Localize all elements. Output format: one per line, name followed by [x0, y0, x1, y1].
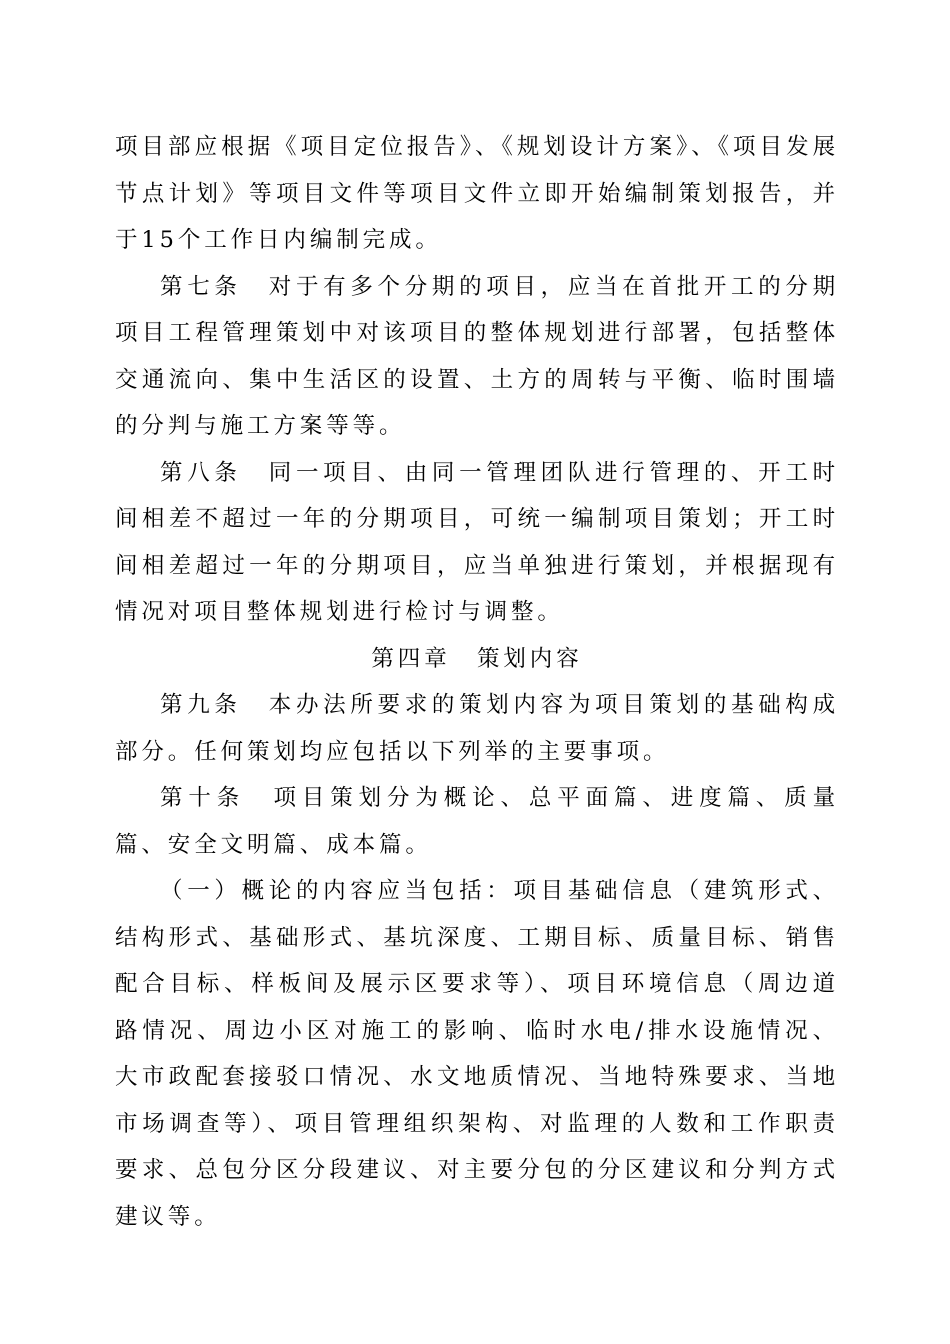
chapter-4-heading: 第四章 策划内容	[371, 645, 583, 672]
article-8-paragraph: 第八条 同一项目、由同一管理团队进行管理的、开工时间相差不超过一年的分期项目，可统一编制项目策划；开工时间相差超过一年的分期项目，应当单独进行策划，并根据现有情况对项目整体规划进行检讨与调整。	[115, 459, 839, 625]
article-7-paragraph: 第七条 对于有多个分期的项目，应当在首批开工的分期项目工程管理策划中对该项目的整体规划进行部署，包括整体交通流向、集中生活区的设置、土方的周转与平衡、临时围墙的分判与施工方案等等。	[115, 273, 839, 439]
article-9-paragraph: 第九条 本办法所要求的策划内容为项目策划的基础构成部分。任何策划均应包括以下列举的主要事项。	[115, 692, 839, 765]
document-body	[115, 124, 839, 1240]
section-1-overview-paragraph: （一）概论的内容应当包括：项目基础信息（建筑形式、结构形式、基础形式、基坑深度、工期目标、质量目标、销售配合目标、样板间及展示区要求等）、项目环境信息（周边道路情况、周边小区对施工的影响、临时水电/排水设施情况、大市政配套接驳口情况、水文地质情况、当地特殊要求、当地市场调查等）、项目管理组织架构、对监理的人数和工作职责要求、总包分区分段建议、对主要分包的分区建议和分判方式建议等。	[115, 878, 839, 1230]
article-10-paragraph: 第十条 项目策划分为概论、总平面篇、进度篇、质量篇、安全文明篇、成本篇。	[115, 785, 839, 858]
paragraph-continuation: 项目部应根据《项目定位报告》、《规划设计方案》、《项目发展节点计划》等项目文件等项目文件立即开始编制策划报告，并于15个工作日内编制完成。	[115, 134, 839, 253]
